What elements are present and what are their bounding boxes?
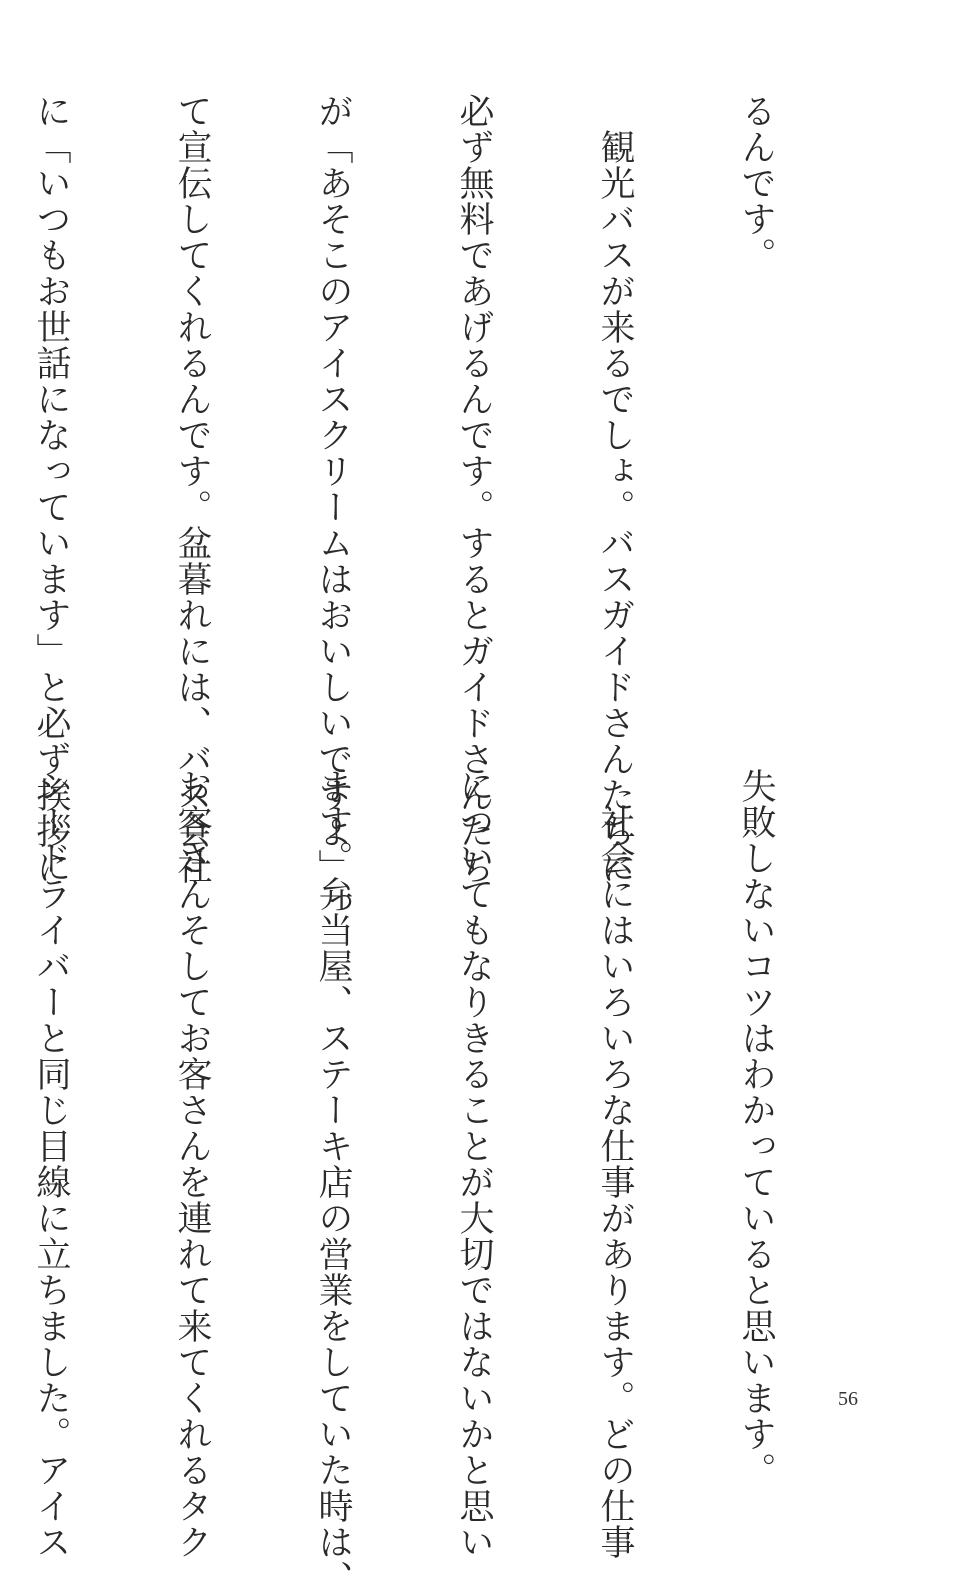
upper-text-block: [0, 93, 873, 921]
text-line: ます。弁当屋、ステーキ店の営業をしていた時は、: [313, 768, 353, 1596]
text-line: に「いつもお世話になっています」と必ず挨拶に: [31, 93, 71, 885]
text-line: 観光バスが来るでしょ。バスガイドさんたちに: [595, 93, 635, 885]
text-line: 失敗しないコツはわかっていると思います。: [736, 768, 776, 1488]
text-line: るんです。: [736, 93, 776, 273]
text-line: 必ず無料であげるんです。するとガイドさんたち: [454, 93, 494, 885]
text-line: 社会にはいろいろな仕事があります。どの仕事: [595, 768, 635, 1560]
page-number: 56: [838, 1388, 858, 1410]
text-line: お客さんそしてお客さんを連れて来てくれるタク: [172, 768, 212, 1560]
text-line: て宣伝してくれるんです。盆暮れには、バス会社: [172, 93, 212, 885]
text-line: シードライバーと同じ目線に立ちました。アイス: [31, 768, 71, 1560]
text-line: が「あそこのアイスクリームはおいしいですよ」っ: [313, 93, 353, 921]
text-line: についてもなりきることが大切ではないかと思い: [454, 768, 494, 1560]
